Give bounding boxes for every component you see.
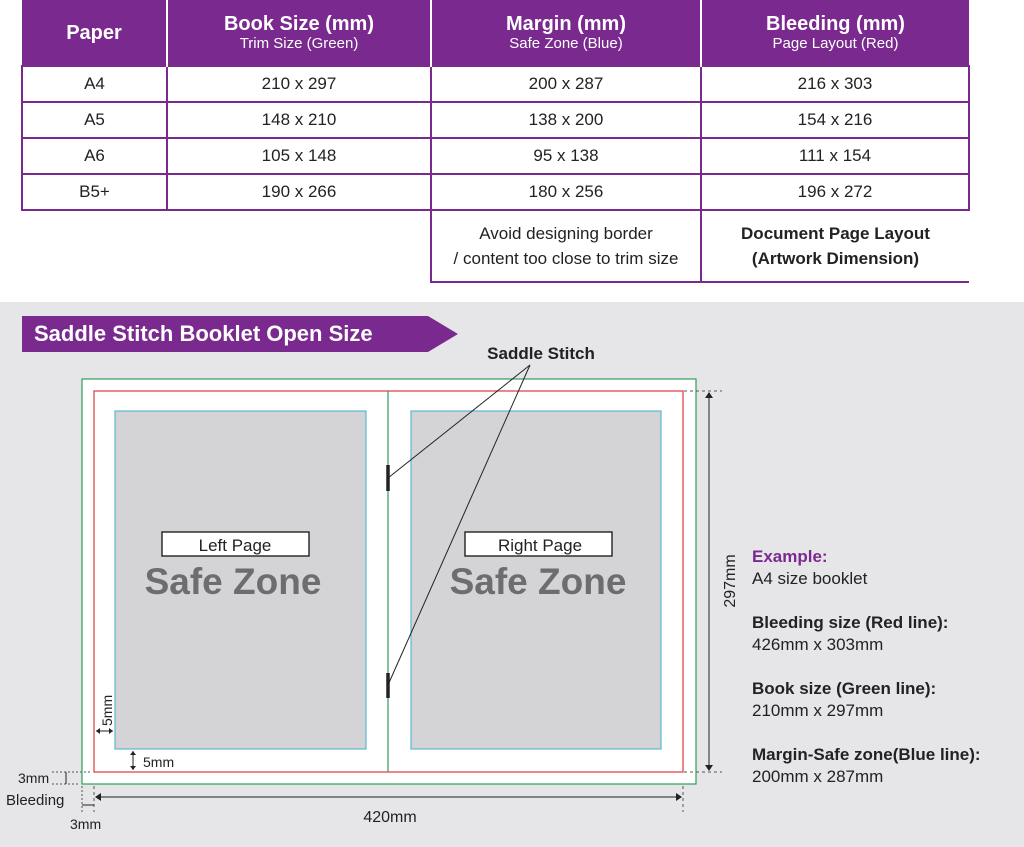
header-book-size: Book Size (mm) Trim Size (Green)	[167, 0, 431, 66]
book-info-value: 210mm x 297mm	[752, 701, 884, 720]
side-margin-label: 5mm	[99, 694, 115, 726]
header-margin: Margin (mm) Safe Zone (Blue)	[431, 0, 701, 66]
margin-info-title: Margin-Safe zone(Blue line):	[752, 745, 981, 764]
table-cell: 154 x 216	[701, 102, 969, 138]
table-cell: B5+	[22, 174, 167, 210]
table-cell: 210 x 297	[167, 66, 431, 102]
margin-note-line-2: / content too close to trim size	[453, 249, 679, 268]
table-cell: A4	[22, 66, 167, 102]
table-cell: 148 x 210	[167, 102, 431, 138]
table-cell: 216 x 303	[701, 66, 969, 102]
example-info	[752, 546, 1017, 788]
width-label: 420mm	[363, 809, 417, 826]
bottom-margin-label: 5mm	[143, 754, 175, 770]
header-paper: Paper	[22, 0, 167, 66]
table-cell: 196 x 272	[701, 174, 969, 210]
table-cell: 180 x 256	[431, 174, 701, 210]
margin-note-line-1: Avoid designing border	[479, 224, 653, 243]
bleed-note-line-2: (Artwork Dimension)	[751, 249, 920, 268]
right-page-label: Right Page	[497, 536, 583, 555]
table-cell: A5	[22, 102, 167, 138]
right-safe-zone-text: Safe Zone	[449, 561, 627, 602]
header-bleeding: Bleeding (mm) Page Layout (Red)	[701, 0, 969, 66]
bleed-info	[752, 612, 1017, 656]
bleed-info-title: Bleeding size (Red line):	[752, 613, 949, 632]
bleed-word: Bleeding	[6, 792, 65, 809]
table-cell: 111 x 154	[701, 138, 969, 174]
left-page-label: Left Page	[198, 536, 272, 555]
book-info-title: Book size (Green line):	[752, 679, 937, 698]
section-title: Saddle Stitch Booklet Open Size	[34, 321, 373, 346]
bleed-top-label: 3mm	[18, 770, 50, 786]
left-safe-zone-text: Safe Zone	[144, 561, 322, 602]
table-cell: 105 x 148	[167, 138, 431, 174]
saddle-stitch-label: Saddle Stitch	[487, 344, 595, 363]
example-title: Example:	[752, 547, 828, 566]
bleed-bottom-label: 3mm	[70, 816, 102, 832]
margin-info-value: 200mm x 287mm	[752, 767, 884, 786]
bleed-note-line-1: Document Page Layout	[741, 224, 930, 243]
bleed-info-value: 426mm x 303mm	[752, 635, 884, 654]
table-cell: 138 x 200	[431, 102, 701, 138]
book-info	[752, 678, 1017, 722]
table-cell: 190 x 266	[167, 174, 431, 210]
example-value: A4 size booklet	[752, 569, 868, 588]
table-cell: 95 x 138	[431, 138, 701, 174]
height-label: 297mm	[722, 554, 739, 608]
table-cell: 200 x 287	[431, 66, 701, 102]
margin-info	[752, 744, 1017, 788]
table-cell: A6	[22, 138, 167, 174]
